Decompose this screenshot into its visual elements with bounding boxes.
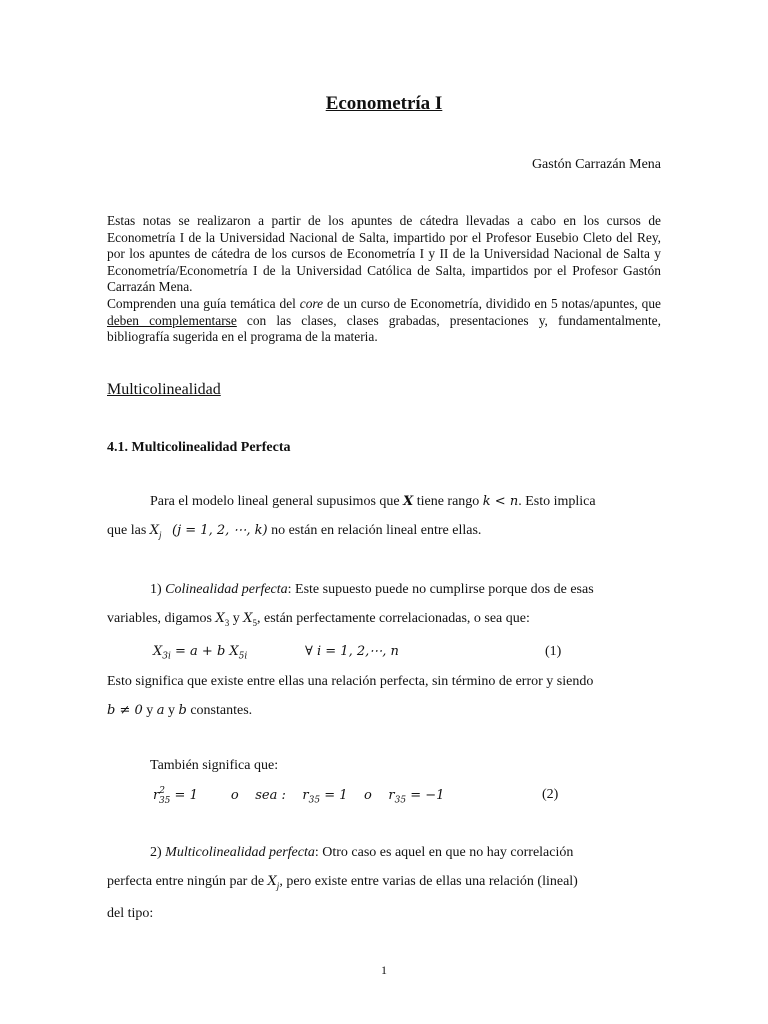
abstract-text: Comprenden una guía temática del: [107, 295, 300, 311]
equation-2: $r^2_{35} = 1$ o sea : $r_{35} = 1$ o $r_{35} = -1$: [153, 786, 445, 806]
abstract-text: de un curso de Econometría, dividido en 5 notas/apuntes, que: [323, 295, 662, 311]
body-line-2: que las $X_j$ (j = 1, 2, ⋯, k) no están en relación lineal entre ellas.: [107, 523, 482, 540]
abstract-emphasis: core: [299, 295, 324, 311]
body-line-6: b ≠ 0 y a y b constantes.: [107, 703, 253, 718]
page-number: 1: [381, 963, 387, 977]
abstract-underlined-text: deben complementarse: [107, 312, 237, 328]
abstract: [107, 213, 661, 346]
document-title: Econometría I: [325, 93, 443, 114]
body-line-5: Esto significa que existe entre ellas una relación perfecta, sin término de error y siendo: [107, 674, 594, 689]
abstract-paragraph-2: [107, 296, 661, 346]
body-line-10: del tipo:: [107, 906, 154, 921]
equation-1: $X_{3i} = a + b$ $X_{5i}$: [153, 644, 248, 662]
equation-1-number: (1): [545, 644, 562, 659]
body-line-4: variables, digamos $X_3$ y $X_5$, están perfectamente correlacionadas, o sea que:: [107, 611, 530, 628]
body-line-8: 2) Multicolinealidad perfecta: Otro caso es aquel en que no hay correlación: [150, 845, 574, 860]
equation-2-number: (2): [542, 787, 559, 802]
body-line-7: También significa que:: [150, 758, 279, 773]
equation-1-condition: ∀ i = 1, 2,⋯, n: [305, 644, 399, 659]
abstract-text: con las clases, clases grabadas, presentaciones y, fundamentalmente, bibliografía sugerida en el programa de la materia.: [107, 312, 661, 345]
body-line-3: 1) Colinealidad perfecta: Este supuesto puede no cumplirse porque dos de esas: [150, 582, 594, 597]
subsection-heading: 4.1. Multicolinealidad Perfecta: [107, 440, 291, 455]
abstract-paragraph-1: Estas notas se realizaron a partir de los apuntes de cátedra llevadas a cabo en los cursos de Econometría I de la Universidad Nacional de Salta, impartido por el Profesor Eusebio Cleto del Rey, por los apuntes de cátedra de los cursos de Econometría I y II de la Universidad Nacional de Salta y Econometría/Econometría I de la Universidad Católica de Salta, impartidos por el Profesor Gastón Carrazán Mena.: [107, 213, 661, 295]
author-name: Gastón Carrazán Mena: [531, 157, 661, 172]
body-line-1: Para el modelo lineal general supusimos que X tiene rango k < n. Esto implica: [150, 494, 596, 509]
section-heading: Multicolinealidad: [107, 381, 221, 398]
body-line-9: perfecta entre ningún par de $X_j$, pero existe entre varias de ellas una relación (lineal): [107, 874, 578, 891]
